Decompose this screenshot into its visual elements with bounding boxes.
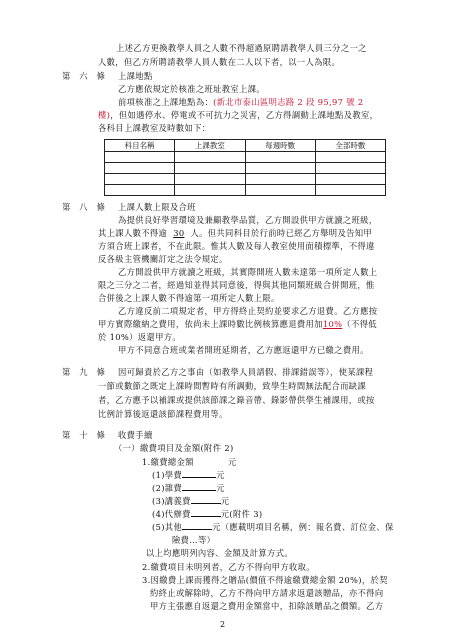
- article-8-line-8: 乙方違反前二項規定者，甲方得終止契約並要求乙方退費。乙方應按: [118, 306, 378, 316]
- article-8-line-6: 限之三分之二者，經過知並得其同意後，得與其他同類班級合併開班，惟: [98, 280, 375, 290]
- table-cell: [105, 163, 175, 174]
- fee-materials-blank: [191, 495, 221, 504]
- article-6-number: 第 六 條: [62, 71, 106, 81]
- article-10-number: 第 十 條: [62, 430, 106, 440]
- table-row: [105, 152, 386, 163]
- classroom-schedule-table: [104, 139, 386, 196]
- fee-listing-note: 以上均應明列內容、金額及計算方式。: [146, 548, 293, 558]
- fee-agency-line: [152, 508, 262, 520]
- table-cell: [315, 163, 385, 174]
- fee-misc-blank: [182, 482, 216, 491]
- intro-line-1: 上述乙方更換教學人員之人數不得超過原聘請教學人員三分之一之: [116, 43, 367, 53]
- table-cell: [245, 185, 315, 196]
- fee-total-line: [142, 456, 237, 468]
- fee-misc-unit: 元: [216, 483, 225, 493]
- table-row: [105, 185, 386, 196]
- fee-agency-label: (4)代辦費: [152, 509, 191, 519]
- table-cell: [245, 174, 315, 185]
- table-cell: [175, 185, 245, 196]
- fee-agency-unit: 元(附件 3): [220, 509, 263, 519]
- fee-tuition-label: (1)學費: [152, 470, 183, 480]
- article-8-line-9-rest: （不得低: [342, 319, 377, 329]
- article-8-line-9-text: 甲方實際繳納之費用，依尚未上課時數比例核算應退費用加: [98, 319, 323, 329]
- fee-materials-unit: 元: [220, 496, 230, 506]
- fee-rule-2: 2.繳費項目未明列者，乙方不得向甲方收取。: [142, 562, 315, 572]
- article-9-line-4: 比例計算後返還該節課程費用等。: [98, 409, 228, 419]
- table-header-row: [105, 140, 386, 152]
- column-header-weekly-hours: 每週時數: [245, 140, 315, 152]
- column-header-subject: 科目名稱: [105, 140, 175, 152]
- intro-line-2: 人數，但乙方所聘請教學人員人數在二人以下者，以一人為限。: [98, 57, 341, 67]
- fee-materials-line: [152, 495, 229, 507]
- page-number: 2: [220, 620, 226, 629]
- article-6-line-3-text: ，但如遇停水、停電或不可抗力之災害，乙方得調動上課地點及教室，: [110, 110, 379, 120]
- article-6-title: 上課地點: [118, 71, 153, 81]
- column-header-classroom: 上課教室: [175, 140, 245, 152]
- fee-rule-3-line-2: 約終止或解除時，乙方不得向甲方請求返還該贈品，亦不得向: [150, 588, 384, 598]
- article-8-line-4: 反各級主管機關訂定之法令規定。: [98, 254, 228, 264]
- fee-other-line: [152, 521, 394, 533]
- article-8-line-11: 甲方不同意合班或業者開班延期者，乙方應返還甲方已繳之費用。: [118, 345, 369, 355]
- fee-tuition-unit: 元: [216, 470, 225, 480]
- article-8-line-10: 於 10%）返還甲方。: [98, 332, 182, 342]
- article-8-line-7: 合併後之上課人數不得逾第一項所定人數上限。: [98, 293, 280, 303]
- article-10-title: 收費手續: [118, 430, 153, 440]
- fee-misc-label: (2)雜費: [152, 483, 183, 493]
- article-9-number: 第 九 條: [62, 367, 106, 377]
- fee-total-label: 1.繳費總金額: [142, 457, 194, 467]
- fee-rule-3-line-1: 3.因繳費上課而獲得之贈品(價值不得逾繳費總金額 20%)，於契: [142, 575, 388, 585]
- table-cell: [315, 152, 385, 163]
- fee-tuition-line: [152, 469, 225, 481]
- article-6-line-2-text: 前項核准之上課地點為：: [118, 97, 214, 107]
- table-cell: [175, 174, 245, 185]
- article-8-line-5: 乙方開設供甲方就讀之班級，其實際開班人數未達第一項所定人數上: [118, 267, 378, 277]
- table-cell: [315, 174, 385, 185]
- article-8-line-2-text: 其上課人數不得逾: [98, 228, 168, 238]
- table-cell: [175, 163, 245, 174]
- article-8-line-2: [98, 227, 372, 239]
- fee-items-heading: （一）繳費項目及金額(附件 2): [114, 443, 234, 453]
- article-9-line-1: 因可歸責於乙方之事由（如教學人員請假、排課錯誤等），使某課程: [118, 367, 374, 377]
- article-8-number: 第 八 條: [62, 202, 106, 212]
- table-cell: [315, 185, 385, 196]
- article-8-line-9: [98, 318, 377, 330]
- article-6-line-1: 乙方應依規定於核准之班址教室上課。: [118, 84, 265, 94]
- table-cell: [245, 163, 315, 174]
- table-cell: [245, 152, 315, 163]
- table-row: [105, 163, 386, 174]
- student-limit-value: 30: [173, 228, 185, 238]
- fee-other-blank: [182, 521, 212, 530]
- fee-rule-3-line-3: 甲方主張應自返還之費用金額當中，扣除該贈品之價額。乙方: [150, 601, 384, 611]
- article-6-line-2: [118, 96, 364, 108]
- article-8-line-3: 方須合班上課者，不在此限。惟其人數及每人教室使用面積標準，不得違: [98, 241, 375, 251]
- article-6-line-3: [98, 109, 378, 121]
- fee-tuition-blank: [182, 469, 216, 478]
- article-8-line-2-rest: 人。但共同科目於行前時已經乙方舉明及告知甲: [190, 228, 373, 238]
- table-cell: [175, 152, 245, 163]
- fee-other-label: (5)其他: [152, 522, 183, 532]
- table-cell: [105, 174, 175, 185]
- article-9-line-3: 者，乙方應予以補課或提供該節課之錄音帶、錄影帶供學生補課用，或按: [98, 395, 375, 405]
- fee-materials-label: (3)講義費: [152, 496, 191, 506]
- refund-penalty-percent: 10%: [322, 319, 343, 329]
- column-header-total-hours: 全部時數: [315, 140, 385, 152]
- fee-other-unit: 元（應載明項目名稱，例：報名費、訂位金、保: [212, 522, 394, 532]
- fee-agency-blank: [191, 508, 221, 517]
- table-cell: [105, 152, 175, 163]
- fee-other-line-2: 險費…等）: [172, 535, 216, 545]
- article-8-line-1: 為提供良好學習環境及兼顧教學品質，乙方開設供甲方就讀之班級，: [118, 215, 378, 225]
- article-9-line-2: 一節或數節之既定上課時間暫時有所調動，致學生時間無法配合而缺課: [98, 381, 367, 391]
- article-8-title: 上課人數上限及合班: [118, 202, 196, 212]
- table-cell: [105, 185, 175, 196]
- article-6-address: (新北市泰山區明志路 2 段 95,97 號 2: [213, 97, 364, 107]
- article-6-address-end: 樓): [98, 110, 111, 120]
- table-row: [105, 174, 386, 185]
- fee-misc-line: [152, 482, 225, 494]
- article-6-line-4: 各科目上課教室及時數如下：: [98, 123, 211, 133]
- fee-total-unit: 元: [227, 457, 237, 467]
